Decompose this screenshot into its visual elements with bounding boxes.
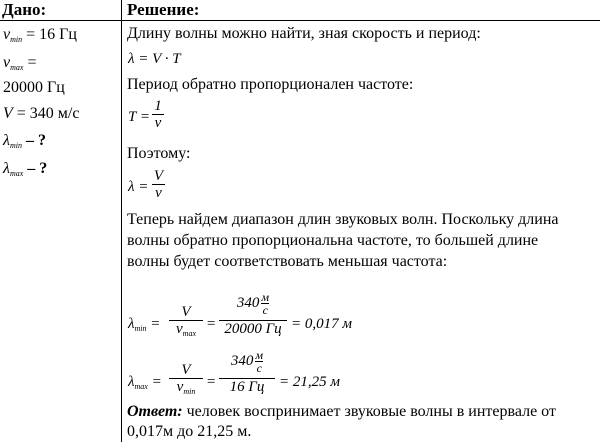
answer-line-2: 0,017м до 21,25 м.: [127, 423, 252, 440]
solution-paragraph-1: Длину волны можно найти, зная скорость и период:: [127, 25, 481, 42]
formula-period-lhs: T =: [128, 109, 150, 125]
answer-label: Ответ:: [127, 403, 183, 420]
solution-header: Решение:: [127, 0, 200, 19]
given-line-4: V = 340 м/с: [3, 105, 80, 122]
solution-paragraph-4-line-2: волны обратно пропорциональна частоте, то большей длине: [127, 232, 539, 249]
solution-paragraph-4-line-1: Теперь найдем диапазон длин звуковых волн. Поскольку длина: [127, 211, 559, 228]
given-line-6: $\lambda_{max}$ – ?: [3, 160, 48, 178]
calc-max-fraction-2: 340 м c 16 Гц: [219, 344, 275, 395]
calc-min-fraction-2: 340 м c 20000 Гц: [219, 286, 287, 337]
calc-max-lhs: $\lambda_{max}$ =: [128, 374, 162, 391]
answer-text: человек воспринимает звуковые волны в интервале от: [182, 403, 556, 420]
given-header: Дано:: [2, 0, 47, 19]
solution-paragraph-4-line-3: волны будет соответствовать меньшая частота:: [127, 253, 448, 270]
column-divider: [121, 0, 122, 442]
calc-min-lhs: $\lambda_{min}$ =: [128, 316, 161, 333]
solution-paragraph-3: Поэтому:: [127, 145, 191, 162]
formula-wavelength: λ = V · T: [128, 51, 181, 67]
header-divider: [0, 20, 600, 21]
answer-line-1: [127, 403, 556, 421]
given-line-1: $\nu_{min} = 16$ Гц: [3, 26, 77, 44]
given-line-5: $\lambda_{min}$ – ?: [3, 132, 46, 150]
calc-min-eq: =: [206, 316, 217, 332]
calc-min-result: = 0,017 м: [291, 316, 352, 332]
formula-period-fraction: 1 ν: [152, 98, 164, 131]
given-line-2: $\nu_{max}$ =: [3, 54, 37, 72]
calc-max-fraction-1: V $\nu_{min}$: [169, 362, 203, 400]
formula-lambda-fraction: V ν: [153, 168, 164, 201]
solution-paragraph-2: Период обратно пропорционален частоте:: [127, 76, 414, 93]
formula-lambda-lhs: λ =: [128, 179, 149, 195]
calc-max-eq: =: [206, 374, 217, 390]
given-line-3: 20000 Гц: [3, 79, 65, 96]
calc-max-result: = 21,25 м: [279, 374, 340, 390]
calc-min-fraction-1: V $\nu_{max}$: [169, 304, 203, 342]
